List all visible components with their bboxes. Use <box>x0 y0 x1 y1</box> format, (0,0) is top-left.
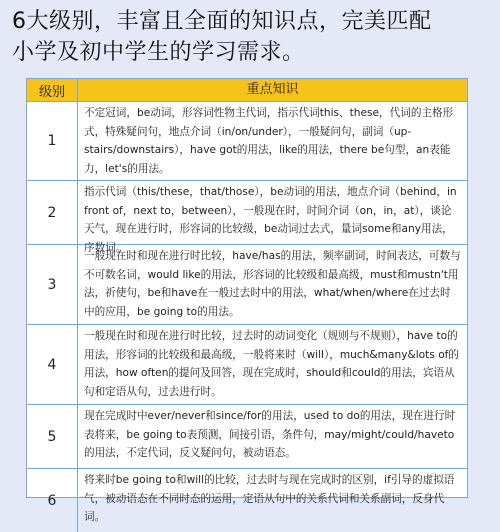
knowledge-table <box>26 78 468 523</box>
table-row <box>27 181 467 254</box>
row-level: 5 <box>27 405 78 468</box>
row-points: 指示代词（this/these，that/those），be动词的用法，地点介词（behind，in front of，next to，between），一般现在时，时间介词（on，in，at），谈论天气，现在进行时，形容词的比较级，be动词过去式，量词some和any用法，序数词。 <box>84 186 457 254</box>
table-row <box>27 469 467 532</box>
table-row <box>27 245 467 325</box>
row-points: 现在完成时中ever/never和since/for的用法，used to do的用法，现在进行时表将来，be going to表预测，间接引语，条件句，may/might/could/haveto的用法，不定代词，反义疑问句，被动语态。 <box>84 410 456 459</box>
headline-line-2: 小学及初中学生的学习需求。 <box>12 40 305 65</box>
row-level: 1 <box>27 102 78 180</box>
table-row <box>27 325 467 405</box>
table-row <box>27 102 467 181</box>
row-points: 将来时be going to和will的比较，过去时与现在完成时的区别，if引导的虚拟语气，被动语态在不同时态的运用，定语从句中的关系代词和关系副词，反身代词。 <box>84 474 455 523</box>
header-level: 级别 <box>27 79 78 101</box>
row-level: 4 <box>27 325 78 404</box>
row-points: 一般现在时和现在进行时比较，过去时的动词变化（规则与不规则），have to的用法，形容词的比较级和最高级，一般将来时（will），much&many&lots of的用法，how often的提问及回答，现在完成时，should和could的用法，宾语从句和定语从句，过去进行时。 <box>84 330 460 398</box>
row-level: 6 <box>27 469 78 532</box>
row-level: 2 <box>27 181 78 244</box>
headline-line-1: 6大级别，丰富且全面的知识点，完美匹配 <box>12 9 432 34</box>
table-header-row <box>27 79 467 102</box>
row-level: 3 <box>27 245 78 324</box>
headline <box>12 6 492 68</box>
table-row <box>27 405 467 469</box>
row-points: 不定冠词，be动词，形容词性物主代词，指示代词this、these，代词的主格形式，特殊疑问句，地点介词（in/on/under），一般疑问句，副词（up-stairs/downstairs），have got的用法，like的用法，there be句型，an表能力，let's的用法。 <box>84 107 454 175</box>
row-points: 一般现在时和现在进行时比较，have/has的用法，频率副词，时间表达，可数与不可数名词，would like的用法，形容词的比较级和最高级，must和mustn't用法，祈使句，be和have在一般过去时中的用法，what/when/where在过去时中的应用，be going to的用法。 <box>84 250 461 318</box>
header-points: 重点知识 <box>246 81 299 97</box>
